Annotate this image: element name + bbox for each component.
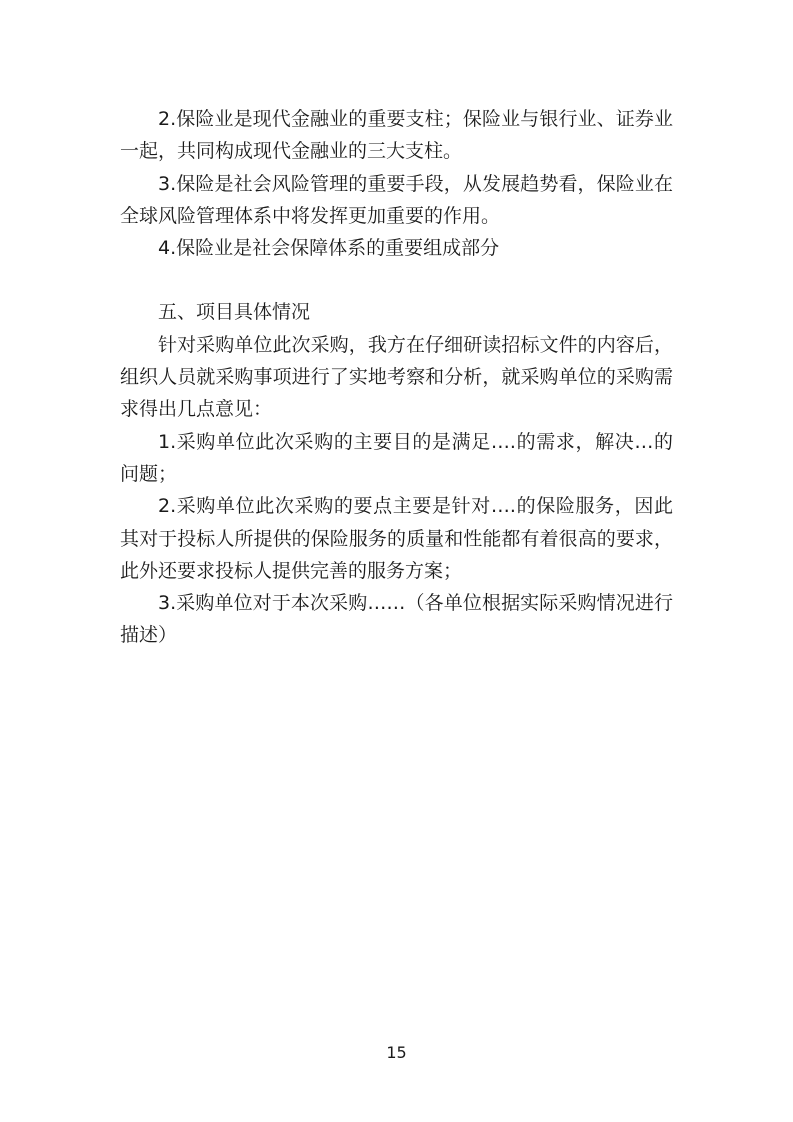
page-number: 15 xyxy=(386,1043,407,1062)
paragraph-point-2: 2.采购单位此次采购的要点主要是针对….的保险服务，因此其对于投标人所提供的保险服务的质量和性能都有着很高的要求，此外还要求投标人提供完善的服务方案； xyxy=(120,495,673,582)
paragraph-procurement-intro: 针对采购单位此次采购，我方在仔细研读招标文件的内容后，组织人员就采购事项进行了实地考察和分析，就采购单位的采购需求得出几点意见： xyxy=(120,333,673,421)
paragraph-point-1: 1.采购单位此次采购的主要目的是满足….的需求，解决…的问题； xyxy=(120,430,673,485)
paragraph-social-security: 4.保险业是社会保障体系的重要组成部分 xyxy=(158,237,500,260)
paragraph-point-3: 3.采购单位对于本次采购……（各单位根据实际采购情况进行描述） xyxy=(120,592,673,647)
document-body xyxy=(120,103,673,652)
paragraph-insurance-pillar: 2.保险业是现代金融业的重要支柱；保险业与银行业、证券业一起，共同构成现代金融业的三大支柱。 xyxy=(120,108,673,163)
section-heading: 五、项目具体情况 xyxy=(158,301,311,324)
paragraph-risk-management: 3.保险是社会风险管理的重要手段，从发展趋势看，保险业在全球风险管理体系中将发挥更加重要的作用。 xyxy=(120,172,673,227)
